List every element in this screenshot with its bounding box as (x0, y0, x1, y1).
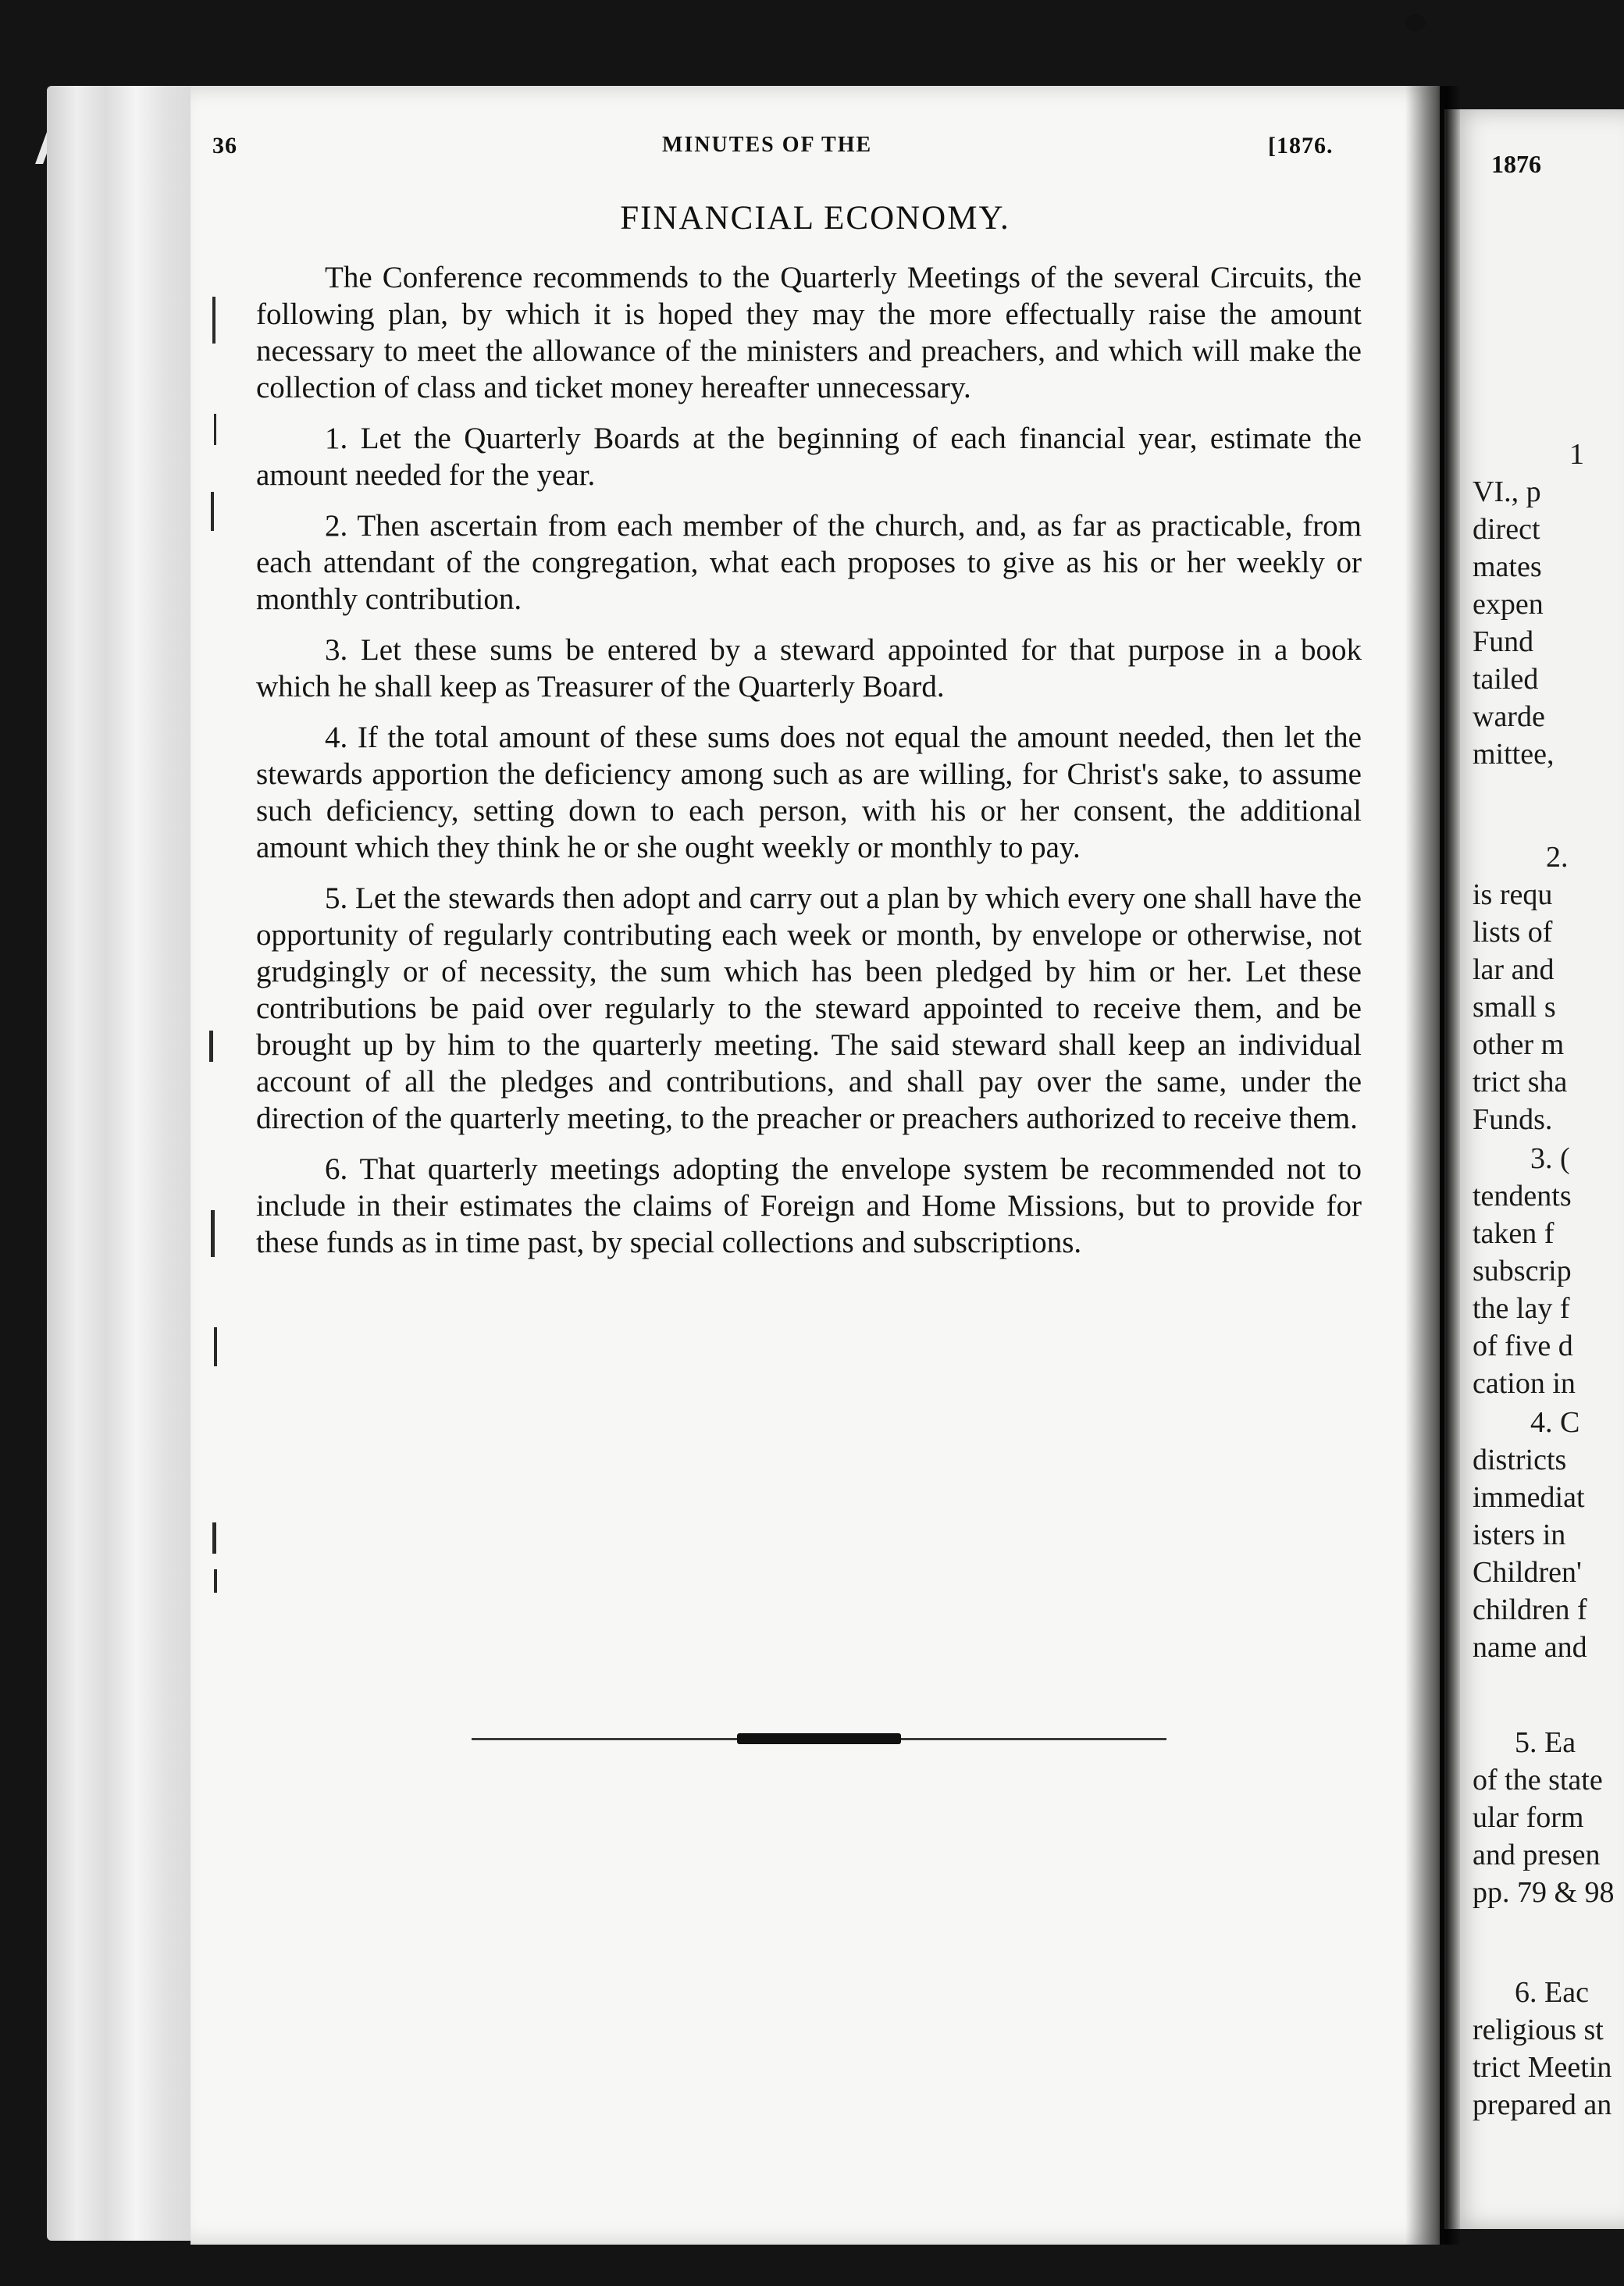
right-page-line: 6. Eac (1515, 1976, 1589, 2009)
margin-mark (211, 1210, 215, 1257)
right-page-line: expen (1473, 588, 1544, 621)
right-page-line: children f (1473, 1593, 1587, 1626)
right-page-line: Fund (1473, 625, 1534, 658)
right-page-line: direct (1473, 513, 1540, 546)
right-page-line: small s (1473, 991, 1556, 1024)
right-page-line: 1 (1569, 438, 1584, 471)
book-page-edges (47, 86, 195, 2241)
right-page-line: warde (1473, 700, 1545, 733)
right-page-line: prepared an (1473, 2088, 1612, 2121)
right-page-line: mittee, (1473, 738, 1555, 771)
paragraph-4: 4. If the total amount of these sums does not equal the amount needed, then let the stewards apportion the deficiency among such as are willing, for Christ's sake, to assume such deficiency, setting down to each person, with his or her consent, the additional amount which they think he or she ought weekly or monthly to pay. (256, 721, 1362, 864)
right-page-line: Funds. (1473, 1103, 1553, 1136)
right-page-line: 5. Ea (1515, 1726, 1576, 1759)
right-page-line: taken f (1473, 1217, 1555, 1250)
paragraph-intro: The Conference recommends to the Quarterly Meetings of the several Circuits, the following plan, by which it is hoped they may the more effectually raise the amount necessary to meet the allowance of the ministers and preachers, and which will make the collection of class and ticket money hereafter unnecessary. (256, 261, 1362, 404)
right-page-line: districts (1473, 1444, 1567, 1476)
right-page-line: immediat (1473, 1481, 1585, 1514)
right-page-line: Children' (1473, 1556, 1582, 1589)
paragraph-2: 2. Then ascertain from each member of the church, and, as far as practicable, from each attendant of the congregation, what each proposes to give as his or her weekly or monthly contribution. (256, 509, 1362, 616)
left-page (191, 86, 1440, 2245)
right-page-fragment (1444, 109, 1624, 2229)
paragraph-1: 1. Let the Quarterly Boards at the beginning of each financial year, estimate the amount needed for the year. (256, 422, 1362, 492)
right-page-head: 1876 (1491, 150, 1541, 178)
running-year: [1876. (1268, 133, 1334, 158)
book-gutter (1405, 86, 1460, 2245)
right-page-line: pp. 79 & 98 (1473, 1876, 1615, 1909)
right-page-line: tendents (1473, 1180, 1572, 1212)
paragraph-5: 5. Let the stewards then adopt and carry out a plan by which every one shall have the opportunity of regularly contributing each week or month, by envelope or otherwise, not grudgingly or of necessity, the sum which has been pledged by him or her. Let these contributions be paid over regularly to the steward appointed to receive them, and be brought up by him to the quarterly meeting. The said steward shall keep an individual account of all the pledges and contributions, and shall pay over the same, under the direction of the quarterly meeting, to the preacher or preachers authorized to receive them. (256, 881, 1362, 1135)
right-page-line: and presen (1473, 1839, 1601, 1871)
right-page-line: is requ (1473, 878, 1553, 911)
page-number: 36 (212, 133, 237, 158)
paragraph-3: 3. Let these sums be entered by a steward appointed for that purpose in a book which he shall keep as Treasurer of the Quarterly Board. (256, 633, 1362, 703)
margin-mark (214, 1327, 217, 1366)
right-page-line: subscrip (1473, 1255, 1572, 1287)
body-text (256, 259, 1362, 1275)
margin-mark (211, 492, 214, 531)
margin-mark (212, 1522, 216, 1554)
right-page-line: name and (1473, 1631, 1587, 1664)
right-page-line: trict sha (1473, 1066, 1568, 1098)
section-title: FINANCIAL ECONOMY. (620, 200, 1010, 237)
right-page-line: tailed (1473, 663, 1539, 696)
right-page-line: other m (1473, 1028, 1565, 1061)
margin-mark (212, 297, 215, 344)
right-page-line: mates (1473, 550, 1542, 583)
right-page-line: of five d (1473, 1330, 1573, 1362)
right-page-line: the lay f (1473, 1292, 1570, 1325)
right-page-line: ular form (1473, 1801, 1584, 1834)
right-page-line: 3. ( (1530, 1142, 1570, 1175)
right-page-line: VI., p (1473, 475, 1541, 508)
right-page-line: 4. C (1530, 1406, 1580, 1439)
scan-artifact (1405, 14, 1426, 31)
margin-mark (214, 1569, 217, 1593)
right-page-line: lists of (1473, 916, 1553, 949)
right-page-line: 2. (1546, 841, 1569, 874)
right-page-line: isters in (1473, 1519, 1566, 1551)
right-page-line: cation in (1473, 1367, 1576, 1400)
paragraph-6: 6. That quarterly meetings adopting the envelope system be recommended not to include in their estimates the claims of Foreign and Home Missions, but to provide for these funds as in time past, by special collections and subscriptions. (256, 1152, 1362, 1259)
right-page-line: of the state (1473, 1764, 1603, 1796)
right-page-line: trict Meetin (1473, 2051, 1612, 2084)
right-page-line: religious st (1473, 2014, 1604, 2046)
right-page-line: lar and (1473, 953, 1555, 986)
margin-mark (209, 1031, 213, 1062)
running-title: MINUTES OF THE (662, 133, 873, 157)
margin-mark (214, 414, 216, 445)
section-divider-ornament (737, 1733, 901, 1744)
